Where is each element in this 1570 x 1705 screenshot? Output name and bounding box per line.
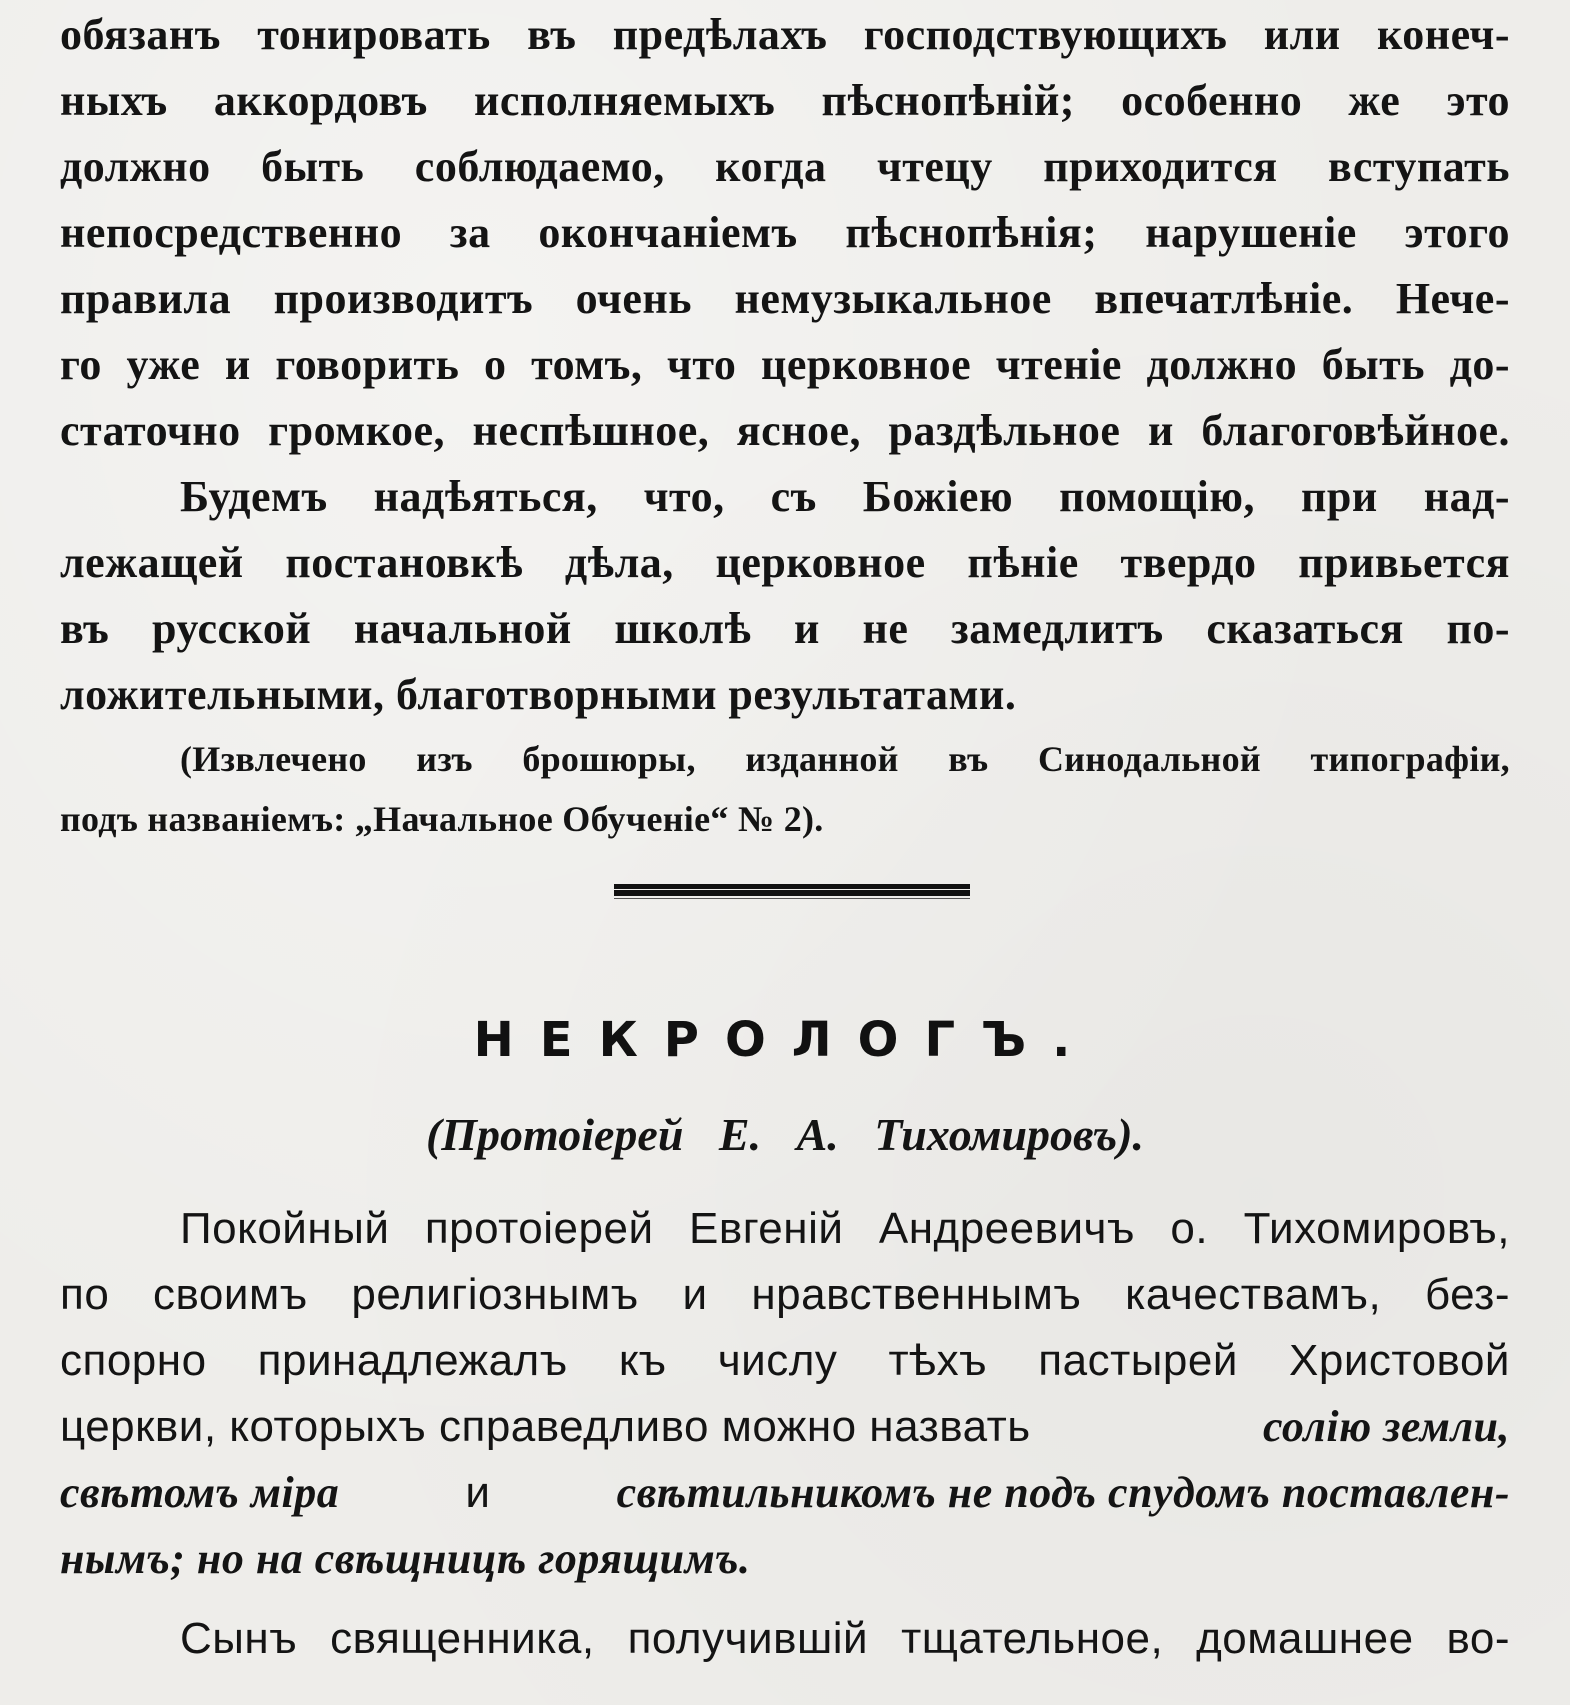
paragraph-line: должно быть соблюдаемо, когда чтецу приходится вступать	[60, 142, 1510, 191]
obituary-line: Покойный протоіерей Евгеній Андреевичъ о. Тихомировъ,	[180, 1204, 1510, 1253]
obituary-line	[60, 1460, 1510, 1526]
paragraph-line: ложительными, благотворными результатами.	[60, 670, 1017, 719]
source-note-line: подъ названіемъ: „Начальное Обученіе“ № 2).	[60, 799, 824, 839]
section-divider-thin	[614, 898, 970, 899]
paragraph-line: обязанъ тонировать въ предѣлахъ господствующихъ или конеч-	[60, 10, 1510, 59]
obituary-line: Сынъ священника, получившій тщательное, домашнее во-	[180, 1614, 1510, 1663]
obituary-line: по своимъ религіознымъ и нравственнымъ качествамъ, без-	[60, 1270, 1510, 1319]
paragraph-line: лежащей постановкѣ дѣла, церковное пѣніе твердо привьется	[60, 538, 1510, 587]
obituary-line: спорно принадлежалъ къ числу тѣхъ пастырей Христовой	[60, 1336, 1510, 1385]
paragraph-line: Будемъ надѣяться, что, съ Божіею помощію, при над-	[180, 472, 1510, 521]
obituary-emphasis: свѣтомъ міра	[60, 1468, 340, 1517]
paragraph-line: непосредственно за окончаніемъ пѣснопѣнія; нарушеніе этого	[60, 208, 1510, 257]
paragraph-line: въ русской начальной школѣ и не замедлитъ сказаться по-	[60, 604, 1510, 653]
obituary-emphasis-line: нымъ; но на свѣщницѣ горящимъ.	[60, 1534, 751, 1583]
obituary-subheading: (Протоіерей Е. А. Тихомировъ).	[425, 1109, 1145, 1160]
obituary-line	[60, 1394, 1510, 1460]
paragraph-line: ныхъ аккордовъ исполняемыхъ пѣснопѣній; особенно же это	[60, 76, 1510, 125]
paragraph-line: статочно громкое, неспѣшное, ясное, раздѣльное и благоговѣйное.	[60, 406, 1510, 455]
obituary-text: и	[452, 1468, 504, 1517]
section-divider	[614, 884, 970, 896]
paragraph-line: правила производитъ очень немузыкальное впечатлѣніе. Нече-	[60, 274, 1510, 323]
obituary-heading: НЕКРОЛОГЪ.	[473, 1012, 1097, 1068]
obituary-emphasis: свѣтильникомъ не подъ спудомъ поставлен-	[616, 1468, 1510, 1517]
obituary-text: церкви, которыхъ справедливо можно назвать	[60, 1402, 1031, 1451]
obituary-emphasis: солію земли,	[1262, 1402, 1510, 1451]
paragraph-line: го уже и говорить о томъ, что церковное чтеніе должно быть до-	[60, 340, 1510, 389]
source-note-line: (Извлечено изъ брошюры, изданной въ Синодальной типографіи,	[180, 739, 1510, 779]
